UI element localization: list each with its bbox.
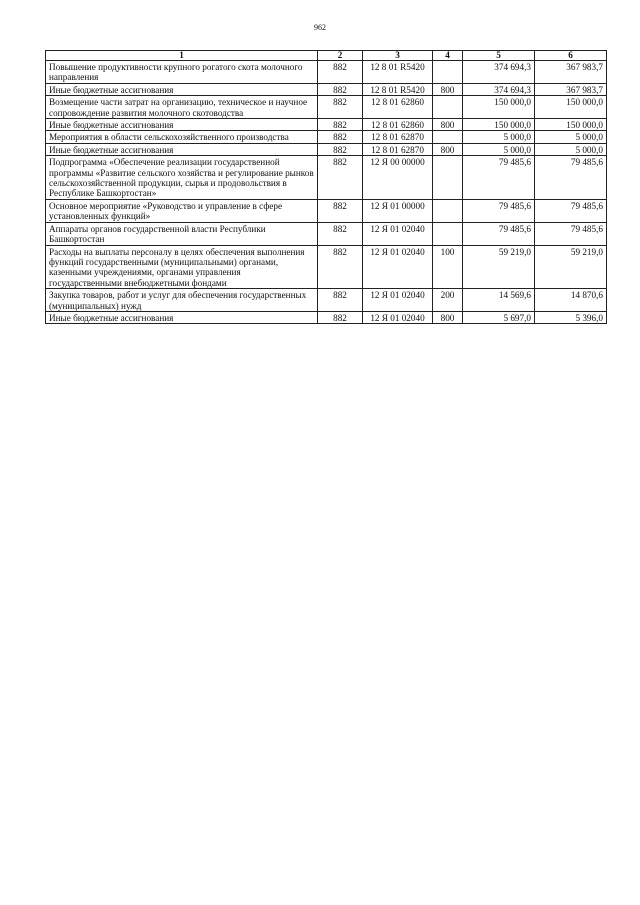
expense-type-cell: 800 xyxy=(433,83,463,95)
table-row xyxy=(46,96,607,119)
target-article-cell: 12 Я 01 02040 xyxy=(363,289,433,312)
target-article-cell: 12 8 01 R5420 xyxy=(363,61,433,84)
amount-year1-cell: 59 219,0 xyxy=(463,245,535,289)
target-article-cell: 12 Я 01 02040 xyxy=(363,222,433,245)
column-header: 4 xyxy=(433,51,463,61)
table-row xyxy=(46,143,607,155)
ministry-code-cell: 882 xyxy=(318,83,363,95)
ministry-code-cell: 882 xyxy=(318,222,363,245)
table-row xyxy=(46,119,607,131)
table-row xyxy=(46,156,607,200)
expense-type-cell: 800 xyxy=(433,143,463,155)
expense-type-cell: 200 xyxy=(433,289,463,312)
amount-year1-cell: 79 485,6 xyxy=(463,156,535,200)
ministry-code-cell: 882 xyxy=(318,131,363,143)
budget-table xyxy=(45,50,607,324)
table-row xyxy=(46,199,607,222)
expense-type-cell: 100 xyxy=(433,245,463,289)
amount-year1-cell: 5 697,0 xyxy=(463,311,535,323)
row-name-cell: Возмещение части затрат на организацию, техническое и научное сопровождение развития молочного скотоводства xyxy=(46,96,318,119)
column-header: 6 xyxy=(535,51,607,61)
row-name-cell: Повышение продуктивности крупного рогатого скота молочного направления xyxy=(46,61,318,84)
amount-year2-cell: 5 000,0 xyxy=(535,131,607,143)
amount-year2-cell: 59 219,0 xyxy=(535,245,607,289)
amount-year1-cell: 79 485,6 xyxy=(463,199,535,222)
amount-year1-cell: 374 694,3 xyxy=(463,61,535,84)
ministry-code-cell: 882 xyxy=(318,289,363,312)
expense-type-cell xyxy=(433,156,463,200)
table-row xyxy=(46,83,607,95)
amount-year2-cell: 5 396,0 xyxy=(535,311,607,323)
row-name-cell: Иные бюджетные ассигнования xyxy=(46,143,318,155)
expense-type-cell xyxy=(433,199,463,222)
amount-year1-cell: 5 000,0 xyxy=(463,143,535,155)
table-header-row xyxy=(46,51,607,61)
row-name-cell: Иные бюджетные ассигнования xyxy=(46,83,318,95)
target-article-cell: 12 Я 01 00000 xyxy=(363,199,433,222)
table-row xyxy=(46,61,607,84)
target-article-cell: 12 8 01 62870 xyxy=(363,143,433,155)
target-article-cell: 12 8 01 62860 xyxy=(363,96,433,119)
column-header: 1 xyxy=(46,51,318,61)
ministry-code-cell: 882 xyxy=(318,156,363,200)
amount-year2-cell: 79 485,6 xyxy=(535,222,607,245)
table-row xyxy=(46,222,607,245)
row-name-cell: Мероприятия в области сельскохозяйственного производства xyxy=(46,131,318,143)
target-article-cell: 12 Я 01 02040 xyxy=(363,245,433,289)
amount-year2-cell: 79 485,6 xyxy=(535,156,607,200)
ministry-code-cell: 882 xyxy=(318,143,363,155)
ministry-code-cell: 882 xyxy=(318,311,363,323)
row-name-cell: Закупка товаров, работ и услуг для обеспечения государственных (муниципальных) нужд xyxy=(46,289,318,312)
ministry-code-cell: 882 xyxy=(318,119,363,131)
amount-year1-cell: 79 485,6 xyxy=(463,222,535,245)
amount-year2-cell: 79 485,6 xyxy=(535,199,607,222)
page-number: 962 xyxy=(314,23,326,32)
row-name-cell: Подпрограмма «Обеспечение реализации государственной программы «Развитие сельского хозяйства и регулирование рынков сельскохозяйственной продукции, сырья и продовольствия в Республике Башкортостан» xyxy=(46,156,318,200)
column-header: 3 xyxy=(363,51,433,61)
column-header: 5 xyxy=(463,51,535,61)
expense-type-cell: 800 xyxy=(433,119,463,131)
ministry-code-cell: 882 xyxy=(318,61,363,84)
amount-year2-cell: 367 983,7 xyxy=(535,61,607,84)
table-row xyxy=(46,311,607,323)
table-row xyxy=(46,131,607,143)
table-row xyxy=(46,289,607,312)
amount-year2-cell: 14 870,6 xyxy=(535,289,607,312)
amount-year1-cell: 150 000,0 xyxy=(463,96,535,119)
ministry-code-cell: 882 xyxy=(318,199,363,222)
expense-type-cell xyxy=(433,222,463,245)
amount-year1-cell: 5 000,0 xyxy=(463,131,535,143)
amount-year1-cell: 14 569,6 xyxy=(463,289,535,312)
amount-year2-cell: 367 983,7 xyxy=(535,83,607,95)
amount-year2-cell: 5 000,0 xyxy=(535,143,607,155)
ministry-code-cell: 882 xyxy=(318,245,363,289)
row-name-cell: Аппараты органов государственной власти Республики Башкортостан xyxy=(46,222,318,245)
row-name-cell: Иные бюджетные ассигнования xyxy=(46,119,318,131)
target-article-cell: 12 Я 00 00000 xyxy=(363,156,433,200)
expense-type-cell xyxy=(433,96,463,119)
row-name-cell: Основное мероприятие «Руководство и управление в сфере установленных функций» xyxy=(46,199,318,222)
amount-year1-cell: 150 000,0 xyxy=(463,119,535,131)
target-article-cell: 12 Я 01 02040 xyxy=(363,311,433,323)
amount-year1-cell: 374 694,3 xyxy=(463,83,535,95)
expense-type-cell xyxy=(433,131,463,143)
expense-type-cell: 800 xyxy=(433,311,463,323)
row-name-cell: Расходы на выплаты персоналу в целях обеспечения выполнения функций государственными (муниципальными) органами, казенными учреждениями, органами управления государственными внебюджетными фондами xyxy=(46,245,318,289)
ministry-code-cell: 882 xyxy=(318,96,363,119)
expense-type-cell xyxy=(433,61,463,84)
target-article-cell: 12 8 01 R5420 xyxy=(363,83,433,95)
amount-year2-cell: 150 000,0 xyxy=(535,119,607,131)
column-header: 2 xyxy=(318,51,363,61)
row-name-cell: Иные бюджетные ассигнования xyxy=(46,311,318,323)
amount-year2-cell: 150 000,0 xyxy=(535,96,607,119)
target-article-cell: 12 8 01 62870 xyxy=(363,131,433,143)
table-row xyxy=(46,245,607,289)
target-article-cell: 12 8 01 62860 xyxy=(363,119,433,131)
